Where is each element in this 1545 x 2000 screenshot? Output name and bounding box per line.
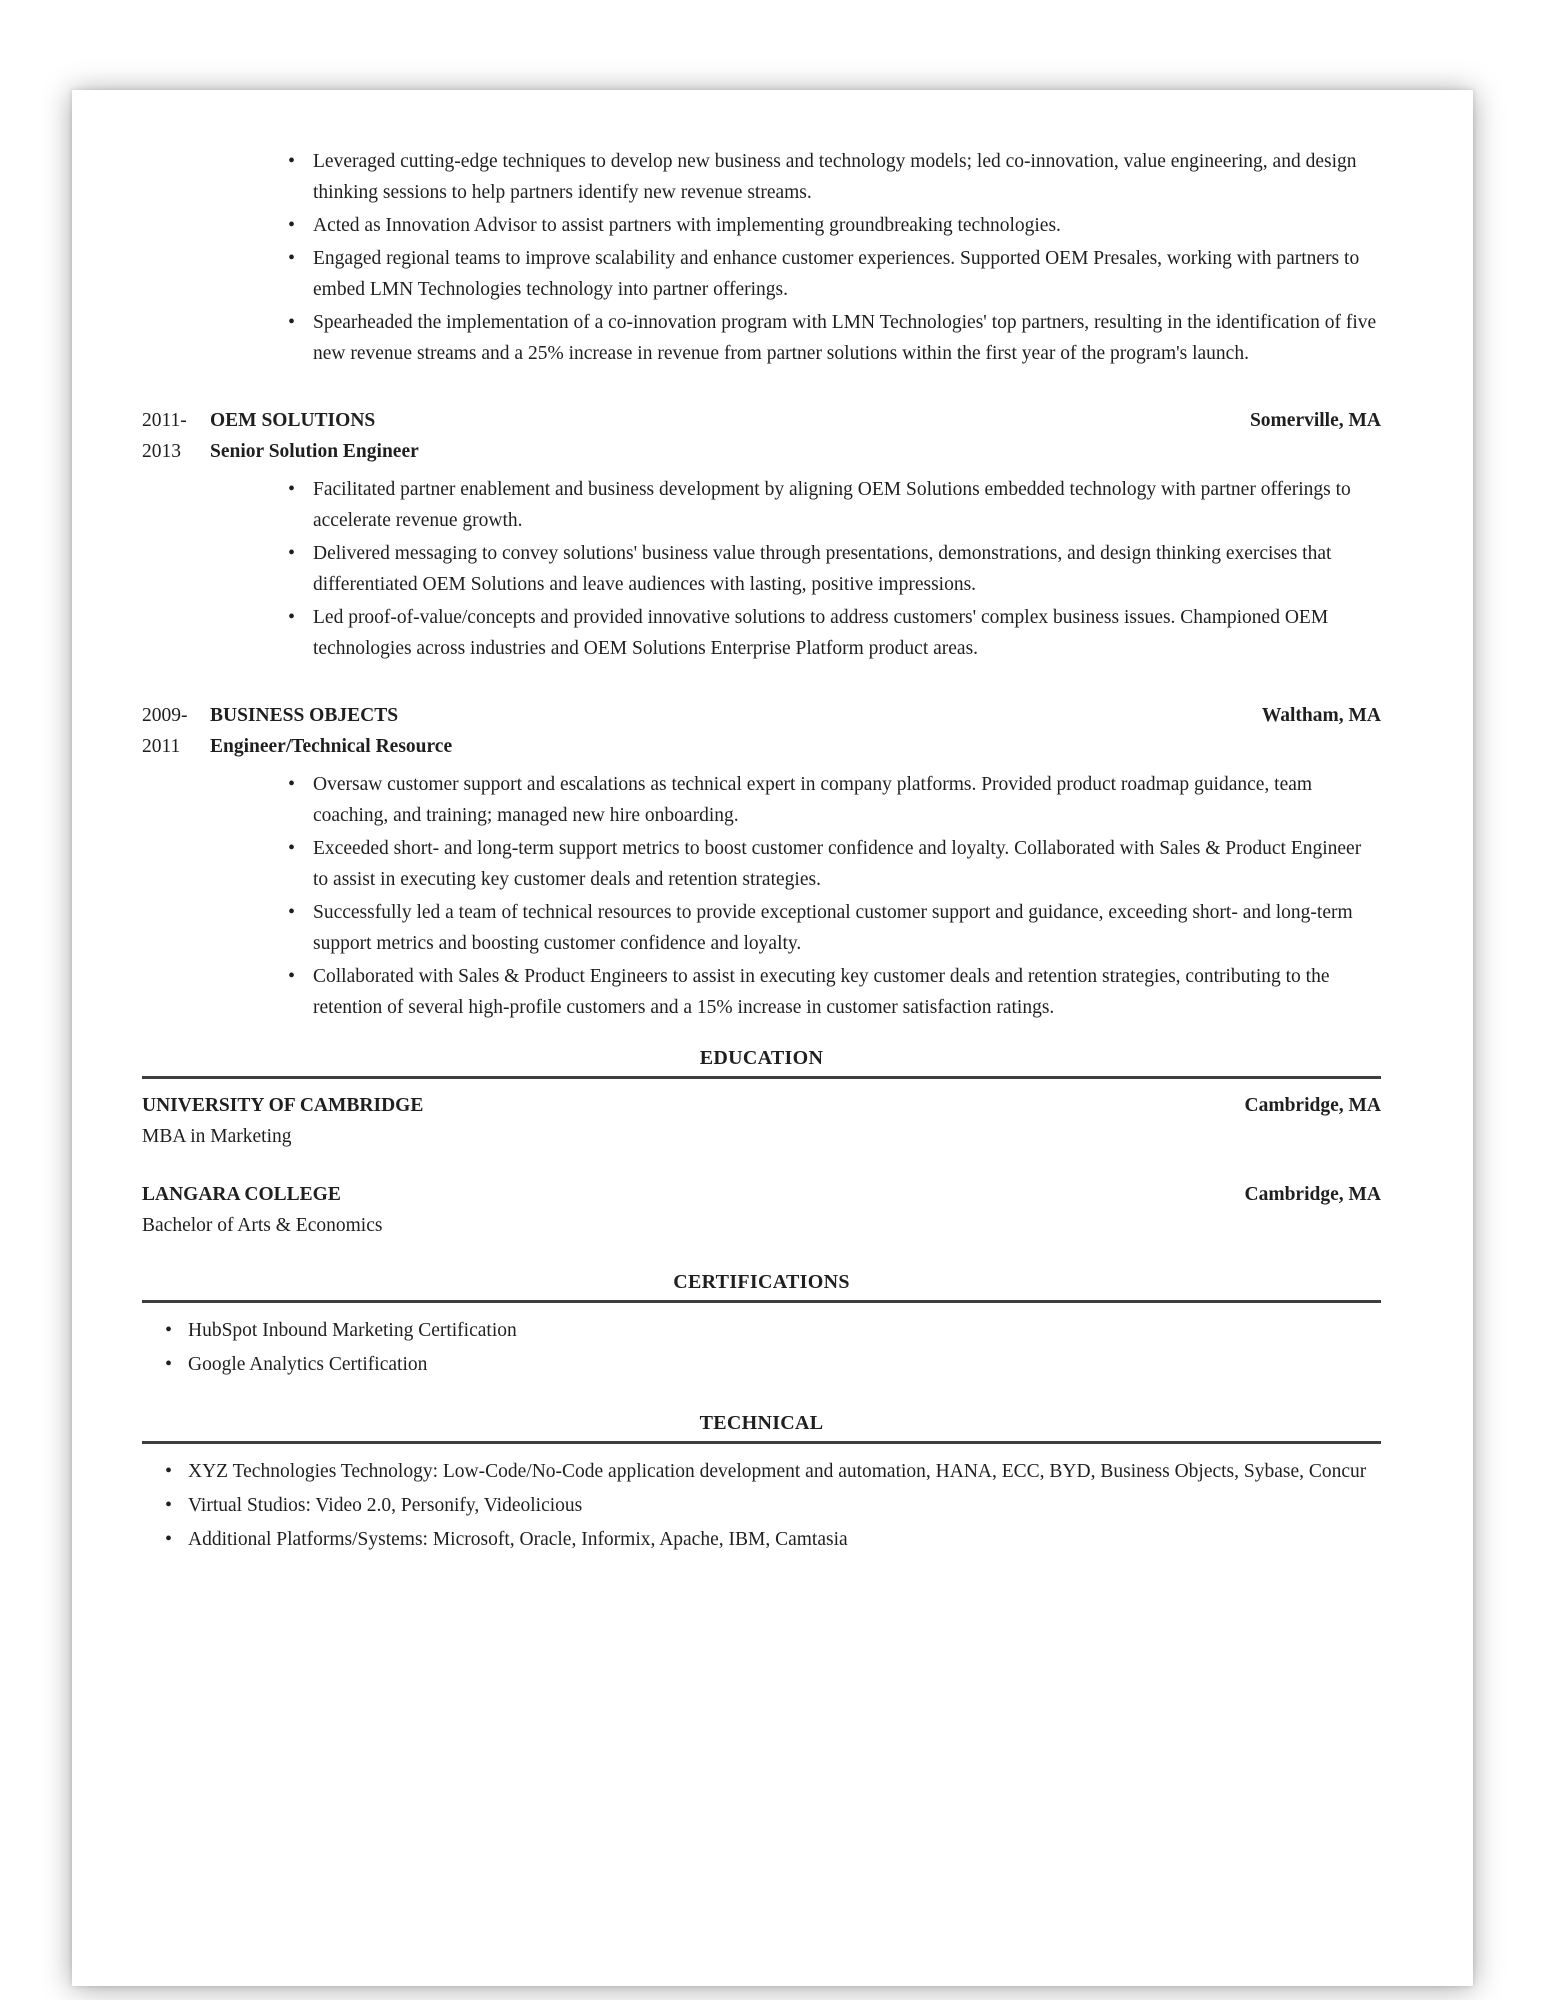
job-main [210,405,1381,467]
bullet-item: • Successfully led a team of technical resources to provide exceptional customer support and guidance, exceeding short- and long-term support metrics and boosting customer confidence and loyalty. [142,897,1381,959]
education-section [142,1043,1381,1241]
education-entry [142,1179,1381,1241]
company-name: BUSINESS OBJECTS [210,705,399,726]
school-name: LANGARA COLLEGE [142,1184,341,1205]
job-title: Senior Solution Engineer [210,441,419,462]
job-bullet-list [142,474,1381,664]
bullet-item: • Engaged regional teams to improve scalability and enhance customer experiences. Supported OEM Presales, working with partners to embed LMN Technologies technology into partner offerings. [142,243,1381,305]
bullet-item: • Spearheaded the implementation of a co-innovation program with LMN Technologies' top partners, resulting in the identification of five new revenue streams and a 25% increase in revenue from partner solutions within the first year of the program's launch. [142,307,1381,369]
job-bullet-list [142,769,1381,1023]
degree: Bachelor of Arts & Economics [142,1215,383,1236]
section-heading-education: EDUCATION [142,1043,1381,1079]
school-name: UNIVERSITY OF CAMBRIDGE [142,1095,424,1116]
education-school-row [142,1179,1381,1210]
bullet-item: • Collaborated with Sales & Product Engineers to assist in executing key customer deals and retention strategies, contributing to the retention of several high-profile customers and a 15% increase in customer satisfaction ratings. [142,961,1381,1023]
technical-section [142,1408,1381,1555]
bullet-item: • Facilitated partner enablement and business development by aligning OEM Solutions embedded technology with partner offerings to accelerate revenue growth. [142,474,1381,536]
job-main [210,700,1381,762]
job-date-end: 2011 [142,736,181,757]
bullet-item: • Acted as Innovation Advisor to assist partners with implementing groundbreaking technologies. [142,210,1381,241]
certifications-list [142,1315,1381,1380]
bullet-item: • Delivered messaging to convey solutions' business value through presentations, demonstrations, and design thinking exercises that differentiated OEM Solutions and leave audiences with lasting, positive impressions. [142,538,1381,600]
job-location: Waltham, MA [1261,705,1381,726]
job-dates [142,405,210,467]
certifications-section [142,1267,1381,1380]
job-title: Engineer/Technical Resource [210,736,453,757]
job-header [142,700,1381,762]
job-entry-oem-solutions [142,405,1381,664]
section-heading-technical: TECHNICAL [142,1408,1381,1444]
bullet-item: • Virtual Studios: Video 2.0, Personify, Videolicious [142,1490,1381,1521]
job-location: Somerville, MA [1249,410,1381,431]
education-entry [142,1090,1381,1152]
job-header [142,405,1381,467]
section-heading-certifications: CERTIFICATIONS [142,1267,1381,1303]
education-school-row [142,1090,1381,1121]
technical-list [142,1456,1381,1555]
resume-page [72,90,1473,1986]
job-date-start: 2009- [142,705,188,726]
company-name: OEM SOLUTIONS [210,410,376,431]
job-date-end: 2013 [142,441,181,462]
bullet-item: • HubSpot Inbound Marketing Certification [142,1315,1381,1346]
bullet-item: • Leveraged cutting-edge techniques to develop new business and technology models; led co-innovation, value engineering, and design thinking sessions to help partners identify new revenue streams. [142,146,1381,208]
bullet-item: • Additional Platforms/Systems: Microsoft, Oracle, Informix, Apache, IBM, Camtasia [142,1524,1381,1555]
degree: MBA in Marketing [142,1126,292,1147]
bullet-item: • XYZ Technologies Technology: Low-Code/No-Code application development and automation, HANA, ECC, BYD, Business Objects, Sybase, Concur [142,1456,1381,1487]
job-company-row [210,700,1381,731]
school-location: Cambridge, MA [1244,1184,1381,1205]
continuation-bullet-list [142,146,1381,369]
job-entry-business-objects [142,700,1381,1023]
resume-content [72,90,1473,1555]
bullet-item: • Led proof-of-value/concepts and provided innovative solutions to address customers' complex business issues. Championed OEM technologies across industries and OEM Solutions Enterprise Platform product areas. [142,602,1381,664]
bullet-item: • Exceeded short- and long-term support metrics to boost customer confidence and loyalty. Collaborated with Sales & Product Engineer to assist in executing key customer deals and retention strategies. [142,833,1381,895]
school-location: Cambridge, MA [1244,1095,1381,1116]
bullet-item: • Google Analytics Certification [142,1349,1381,1380]
job-dates [142,700,210,762]
bullet-item: • Oversaw customer support and escalations as technical expert in company platforms. Provided product roadmap guidance, team coaching, and training; managed new hire onboarding. [142,769,1381,831]
job-date-start: 2011- [142,410,187,431]
job-company-row [210,405,1381,436]
